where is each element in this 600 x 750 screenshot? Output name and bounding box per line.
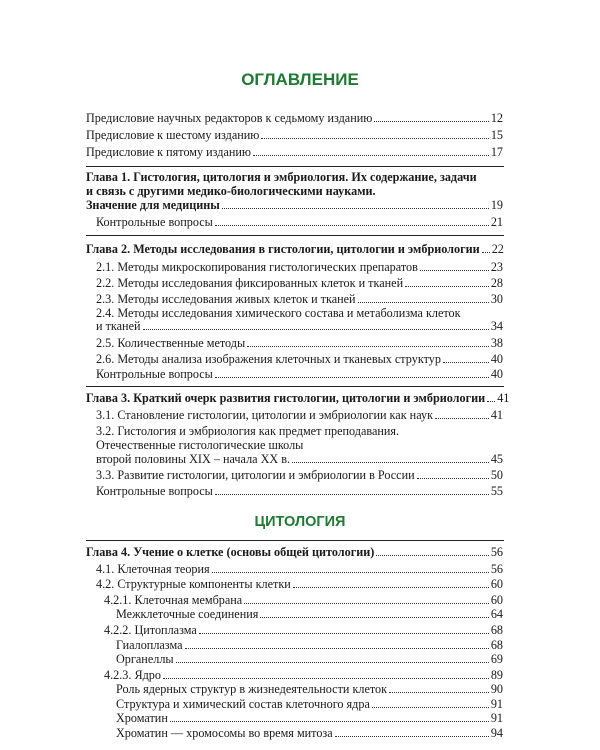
- toc-entry[interactable]: [116, 726, 503, 740]
- entry-title: Контрольные вопросы: [96, 484, 213, 498]
- entry-page: 21: [490, 215, 503, 229]
- section-divider: [86, 386, 504, 387]
- toc-entry[interactable]: [116, 697, 503, 711]
- toc-entry[interactable]: [86, 111, 503, 125]
- toc-entry[interactable]: [96, 562, 503, 576]
- entry-title: второй половины XIX – начала XX в.: [96, 452, 291, 466]
- toc-entry[interactable]: [104, 593, 503, 607]
- entry-title: Значение для медицины: [86, 198, 220, 212]
- leader-dots: [487, 401, 495, 402]
- entry-page: 69: [490, 652, 503, 666]
- entry-page: 91: [490, 711, 503, 725]
- entry-title: Глава 2. Методы исследования в гистологии, цитологии и эмбриологии: [86, 242, 480, 256]
- toc-entry[interactable]: [96, 367, 503, 381]
- entry-page: 45: [490, 452, 503, 466]
- entry-page: 34: [490, 319, 503, 333]
- toc-entry[interactable]: [96, 452, 503, 466]
- chapter-2-entry[interactable]: [86, 242, 503, 256]
- entry-page: 60: [490, 593, 503, 607]
- toc-entry[interactable]: [116, 682, 503, 696]
- toc-entry[interactable]: [86, 128, 503, 142]
- entry-title: 2.5. Количественные методы: [96, 336, 246, 350]
- entry-title: 2.1. Методы микроскопирования гистологических препаратов: [96, 260, 418, 274]
- entry-page: 68: [490, 623, 503, 637]
- leader-dots: [199, 633, 489, 634]
- toc-entry[interactable]: [96, 577, 503, 591]
- entry-title: Глава 3. Краткий очерк развития гистологии, цитологии и эмбриологии: [86, 391, 486, 405]
- leader-dots: [261, 138, 488, 139]
- leader-dots: [374, 121, 488, 122]
- toc-entry[interactable]: [96, 468, 503, 482]
- toc-entry[interactable]: [96, 276, 503, 290]
- entry-page: 17: [490, 145, 503, 159]
- entry-page: 41: [497, 391, 510, 405]
- entry-title: Хроматин — хромосомы во время митоза: [116, 726, 333, 740]
- toc-entry[interactable]: [96, 319, 503, 333]
- entry-title: Глава 4. Учение о клетке (основы общей цитологии): [86, 545, 375, 559]
- entry-page: 22: [491, 242, 504, 256]
- toc-entry[interactable]: [116, 711, 503, 725]
- leader-dots: [292, 462, 489, 463]
- leader-dots: [170, 721, 489, 722]
- entry-title: Структура и химический состав клеточного ядра: [116, 697, 370, 711]
- entry-page: 38: [490, 336, 503, 350]
- entry-title: 4.2. Структурные компоненты клетки: [96, 577, 291, 591]
- entry-page: 56: [490, 545, 503, 559]
- leader-dots: [215, 225, 489, 226]
- leader-dots: [376, 555, 488, 556]
- leader-dots: [244, 603, 489, 604]
- toc-entry[interactable]: [96, 336, 503, 350]
- entry-title: Контрольные вопросы: [96, 215, 213, 229]
- leader-dots: [185, 648, 489, 649]
- entry-page: 23: [490, 260, 503, 274]
- entry-title: Предисловие к шестому изданию: [86, 128, 260, 142]
- entry-title: 2.6. Методы анализа изображения клеточных и тканевых структур: [96, 352, 441, 366]
- entry-page: 56: [490, 562, 503, 576]
- toc-entry[interactable]: [104, 623, 503, 637]
- leader-dots: [247, 346, 489, 347]
- entry-title: Межклеточные соединения: [116, 607, 259, 621]
- chapter-1-entry[interactable]: [86, 198, 503, 212]
- leader-dots: [176, 662, 489, 663]
- cytology-heading: ЦИТОЛОГИЯ: [254, 514, 346, 530]
- toc-entry[interactable]: [96, 260, 503, 274]
- entry-title: 2.2. Методы исследования фиксированных клеток и тканей: [96, 276, 404, 290]
- entry-page: 68: [490, 638, 503, 652]
- entry-title: 4.2.2. Цитоплазма: [104, 623, 197, 637]
- entry-page: 40: [490, 367, 503, 381]
- entry-title: 2.3. Методы исследования живых клеток и тканей: [96, 292, 356, 306]
- entry-title: 3.3. Развитие гистологии, цитологии и эмбриологии в России: [96, 468, 415, 482]
- entry-page: 91: [490, 697, 503, 711]
- section-divider: [86, 235, 504, 236]
- entry-page: 15: [490, 128, 503, 142]
- section-divider: [86, 166, 504, 167]
- leader-dots: [143, 329, 489, 330]
- leader-dots: [389, 692, 489, 693]
- entry-title: Гиалоплазма: [116, 638, 183, 652]
- entry-title-line[interactable]: 3.2. Гистология и эмбриология как предмет преподавания.: [96, 424, 400, 438]
- entry-page: 64: [490, 607, 503, 621]
- entry-page: 90: [490, 682, 503, 696]
- entry-title: 4.2.1. Клеточная мембрана: [104, 593, 243, 607]
- entry-title: Хроматин: [116, 711, 168, 725]
- leader-dots: [215, 377, 489, 378]
- toc-entry[interactable]: [116, 652, 503, 666]
- entry-title-line[interactable]: 2.4. Методы исследования химического состава и метаболизма клеток: [96, 306, 461, 320]
- entry-title: Органеллы: [116, 652, 174, 666]
- entry-page: 41: [490, 408, 503, 422]
- toc-entry[interactable]: [96, 408, 503, 422]
- entry-page: 28: [490, 276, 503, 290]
- toc-entry[interactable]: [116, 607, 503, 621]
- chapter-1-title-line[interactable]: и связь с другими медико-биологическими науками.: [86, 184, 376, 198]
- leader-dots: [420, 270, 489, 271]
- entry-page: 12: [490, 111, 503, 125]
- entry-page: 40: [490, 352, 503, 366]
- toc-entry[interactable]: [116, 638, 503, 652]
- leader-dots: [222, 208, 489, 209]
- leader-dots: [253, 155, 489, 156]
- entry-title: и тканей: [96, 319, 141, 333]
- chapter-3-entry[interactable]: [86, 391, 510, 405]
- leader-dots: [417, 478, 489, 479]
- leader-dots: [212, 572, 489, 573]
- chapter-4-entry[interactable]: [86, 545, 503, 559]
- entry-page: 94: [490, 726, 503, 740]
- entry-title: Предисловие к пятому изданию: [86, 145, 252, 159]
- toc-entry[interactable]: [96, 352, 503, 366]
- toc-heading: ОГЛАВЛЕНИЕ: [241, 70, 359, 89]
- toc-entry[interactable]: [96, 292, 503, 306]
- toc-entry[interactable]: [86, 145, 503, 159]
- leader-dots: [163, 678, 489, 679]
- leader-dots: [482, 252, 490, 253]
- toc-entry[interactable]: [96, 215, 503, 229]
- toc-entry[interactable]: [96, 484, 503, 498]
- entry-title: Контрольные вопросы: [96, 367, 213, 381]
- entry-page: 55: [490, 484, 503, 498]
- section-divider: [86, 540, 504, 541]
- entry-title: 4.1. Клеточная теория: [96, 562, 210, 576]
- toc-entry[interactable]: [104, 668, 503, 682]
- leader-dots: [435, 418, 489, 419]
- leader-dots: [405, 286, 489, 287]
- leader-dots: [215, 494, 489, 495]
- chapter-1-title-line[interactable]: Глава 1. Гистология, цитология и эмбриология. Их содержание, задачи: [86, 170, 477, 184]
- entry-page: 89: [490, 668, 503, 682]
- entry-page: 19: [490, 198, 503, 212]
- entry-title: Предисловие научных редакторов к седьмому изданию: [86, 111, 373, 125]
- entry-title: 3.1. Становление гистологии, цитологии и эмбриологии как наук: [96, 408, 433, 422]
- leader-dots: [335, 736, 489, 737]
- leader-dots: [293, 587, 489, 588]
- entry-page: 50: [490, 468, 503, 482]
- entry-title-line[interactable]: Отечественные гистологические школы: [96, 438, 304, 452]
- leader-dots: [358, 302, 489, 303]
- leader-dots: [260, 617, 488, 618]
- leader-dots: [443, 362, 489, 363]
- entry-title: Роль ядерных структур в жизнедеятельности клеток: [116, 682, 388, 696]
- entry-title: 4.2.3. Ядро: [104, 668, 161, 682]
- leader-dots: [372, 707, 489, 708]
- entry-page: 30: [490, 292, 503, 306]
- entry-page: 60: [490, 577, 503, 591]
